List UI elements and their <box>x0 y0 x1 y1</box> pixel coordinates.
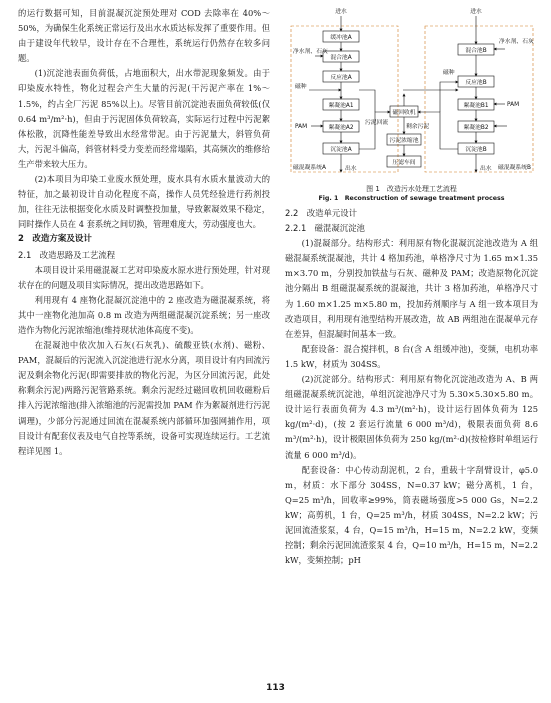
page-number: 113 <box>266 683 285 693</box>
process-flow-diagram <box>285 4 538 184</box>
press-label: 压滤车间 <box>392 160 416 166</box>
sludge-return-label: 污泥回流 <box>365 120 389 126</box>
pam-a-label: PAM <box>295 124 308 130</box>
reaction-a-label: 反应池A <box>330 75 352 81</box>
inlet-a-label: 进水 <box>335 9 347 15</box>
paragraph-coagulation: (1)混凝部分。结构形式：利用原有物化混凝沉淀池改造为 A 组磁混凝系统混凝池，共计 4 格加药池，单格净尺寸为 1.65 m×1.35 m×3.70 m，分别投加铁盐与石灰、磁种及 PAM；改造原物化沉淀池分隔出 B 组磁混凝系统的混凝池，共计 3 格加药池，单格净尺寸为 1.60 m×1.25 m×5.80 m，投加药剂顺序与 A 组一致本项目为改造项目，利用现有池型结构开展改造，故 AB 两组池在混凝单元存在差异，但混凝时间基本一致。 <box>285 238 538 339</box>
left-column <box>18 6 270 459</box>
floc-b2-label: 絮凝池B2 <box>463 125 489 131</box>
floc-b1-label: 絮凝池B1 <box>463 103 489 109</box>
sed-b-label: 沉淀池B <box>465 147 487 153</box>
section-heading: 2 改造方案及设计 <box>18 234 92 245</box>
magnetic-seed-b-label: 磁种 <box>443 70 455 76</box>
paragraph-sedimentation: (2)沉淀部分。结构形式：利用原有物化沉淀池改造为 A、B 两组磁混凝系统沉淀池，单组沉淀池净尺寸为 5.30×5.30×5.80 m。设计运行表面负荷为 4.3 m³/(m²·h)，设计运行固体负荷为 125 kg/(m²·d)，(按 2 套运行流量 6 000 m³/d)，极限表面负荷 8.6 m³/(m²·h)，设计极限固体负荷为 250 kg/(m²·d)(按检修时单组运行流量 6 000 m³/d)。 <box>285 374 538 460</box>
outlet-a-label: 出水 <box>345 166 357 172</box>
paragraph-plan-basins: 利用现有 4 座物化混凝沉淀池中的 2 座改造为磁混凝系统，将其中一座物化池加高 0.8 m 改造为两组磁混凝沉淀系统；另一座改造作为物化污泥浓缩池(维持现状池体高度不变)。 <box>18 294 270 335</box>
thickener-label: 污泥浓缩池 <box>389 138 419 144</box>
inlet-b-label: 进水 <box>470 9 482 15</box>
lime-b-label: 净水剂、石灰 <box>499 39 534 45</box>
paragraph-plan-process: 在混凝池中依次加入石灰(石灰乳)、硫酸亚铁(水剂)、磁粉、PAM，混凝后的污泥流入沉淀池进行泥水分离，项目设计有内回流污泥及剩余物化污泥(即需要排放的物化污泥，为区分回流污泥，此处称剩余污泥)两路污泥管路系统。剩余污泥经过磁回收机回收磁粉后排入污泥浓缩池(排入浓缩池的污泥需投加 PAM 作为絮凝剂进行污泥调理)，少部分污泥通过回流在混凝系统内部循环加强网捕作用，项目设计有配套仪表及电气自控等系统，设备可实现连续运行。工艺流程详见图 1。 <box>18 340 270 456</box>
outlet-b-label: 出水 <box>480 166 492 172</box>
subsection-heading: 2.1 改造思路及工艺流程 <box>18 249 116 260</box>
process-flow-figure <box>285 4 538 202</box>
mix-b-label: 混合池B <box>465 48 487 54</box>
subsection-heading-unit: 2.2 改造单元设计 <box>285 208 357 218</box>
mag-recovery-label: 磁回收机 <box>392 110 416 116</box>
system-b-label: 磁混凝系统B <box>498 165 531 171</box>
figure-caption-en: Fig. 1 Reconstruction of sewage treatment process <box>318 195 505 202</box>
buffer-a-label: 缓冲池A <box>330 35 352 41</box>
pam-b-label: PAM <box>507 102 520 108</box>
mix-a-label: 混合池A <box>330 55 352 61</box>
excess-sludge-label: 剩余污泥 <box>406 124 430 130</box>
figure-caption-cn: 图 1 改造污水处理工艺流程 <box>366 185 457 193</box>
sed-a-label: 沉淀池A <box>330 147 352 153</box>
lime-a-label: 净水剂、石灰 <box>293 49 328 55</box>
paragraph-problem-2: (2)本项目为印染工业废水预处理，废水具有水质水量波动大的特征，加之最初设计自动化程度不高，操作人员凭经验进行药剂投加，往往无法根据变化水质及时调整投加量，导致絮凝效果不稳定，同时操作人员在 4 套系统之间切换，管理难度大，劳动强度也大。 <box>18 174 270 230</box>
magnetic-seed-a-label: 磁种 <box>295 84 307 90</box>
reaction-b-label: 反应池B <box>465 80 487 86</box>
paragraph-coag-equipment: 配套设备：混合搅拌机，8 台(含 A 组缓冲池)，变频，电机功率 1.5 kW，材质为 304SS。 <box>285 343 538 369</box>
floc-a2-label: 絮凝池A2 <box>328 125 354 131</box>
paragraph-sed-equipment: 配套设备：中心传动刮泥机，2 台，重载十字刮臂设计，φ5.0 m，材质：水下部分 304SS，N=0.37 kW；磁分离机，1 台，Q=25 m³/h，回收率≥99%，筒表磁场强度>5 000 Gs，N=2.2 kW；高剪机，1 台，Q=25 m³/h，材质 304SS，N=2.2 kW；污泥回流渣浆泵，4 台，Q=15 m³/h，H=15 m，N=2.2 kW，变频控制；剩余污泥回流渣浆泵 4 台，Q=10 m³/h，H=15 m，N=2.2 kW，变频控制；pH <box>285 464 538 566</box>
right-column <box>285 206 538 568</box>
paragraph-problem-1: (1)沉淀池表面负荷低，占地面积大，出水带泥现象频发。由于印染废水特性，物化过程会产生大量的污泥(干污泥产率在 1%～1.5%，约占全厂污泥 85%以上)。尽管目前沉淀池表面负荷较低(仅 0.64 m³/m²·h)，但由于污泥固体负荷较高，实际运行过程中污泥絮体松散，沉降性能差导致出水经常带泥。由于污泥量大，斜管负荷大，污泥斗偏高，斜管材料受力变差而经常塌陷，其高频次的维修给生产带来较大压力。 <box>18 68 270 169</box>
paragraph-continued: 的运行数据可知，目前混凝沉淀预处理对 COD 去除率在 40%～50%，为确保生化系统正常运行及出水水质达标发挥了重要作用。但由于建设年代较早，设计存在不合理性，系统运行仍然存在较多问题。 <box>18 8 270 64</box>
paragraph-plan-intro: 本项目设计采用磁混凝工艺对印染废水原水进行预处理，针对现状存在的问题及项目实际情况，提出改造思路如下。 <box>18 264 270 290</box>
floc-a1-label: 絮凝池A1 <box>328 103 354 109</box>
system-a-label: 磁混凝系统A <box>293 165 326 171</box>
subsubsection-heading: 2.2.1 磁混凝沉淀池 <box>285 223 365 234</box>
